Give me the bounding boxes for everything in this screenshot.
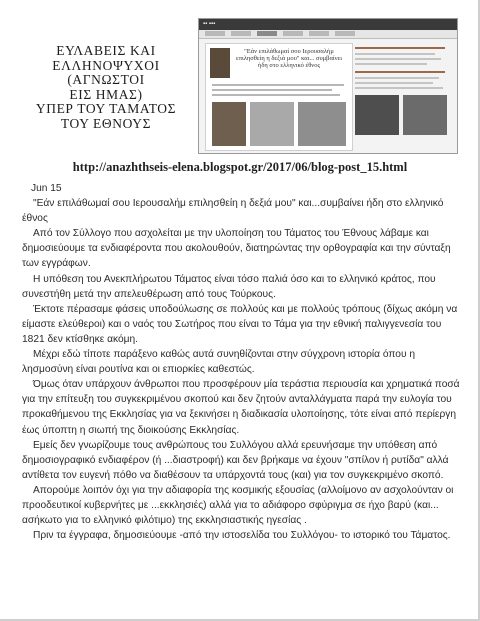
title-line: ΤΟΥ ΕΘΝΟΥΣ — [60, 115, 152, 131]
post-thumbnail — [210, 48, 230, 78]
post-preview-title: "Εάν επιλάθωμαί σου Ιερουσαλήμ επιλησθείη η δεξιά μου" και... συμβαίνει ήδη στο ελληνικό έθνος — [235, 48, 343, 69]
title-line: ΕΥΛΑΒΕΙΣ ΚΑΙ — [56, 43, 156, 58]
blog-logo: ▪▪ ▪▪▪ — [203, 21, 216, 27]
paragraph: Από τον Σύλλογο που ασχολείται με την υλοποίηση του Τάματος του Έθνους λάβαμε και δημοσιεύουμε τα ενδιαφέροντα που ακολουθούν, διατηρώντας την ορθογραφία και την σύνταξη των εγγράφων. — [22, 228, 451, 270]
title-line: (ΑΓΝΩΣΤΟΙ — [67, 72, 145, 87]
paragraph: "Εάν επιλάθωμαί σου Ιερουσαλήμ επιλησθείη η δεξιά μου" και...συμβαίνει ήδη στο ελληνικό έθνος — [22, 198, 444, 225]
blog-nav-tabs — [199, 30, 457, 39]
title-line: ΕΛΛΗΝΟΨΥΧΟΙ — [52, 57, 160, 73]
blog-screenshot-image — [198, 18, 458, 154]
post-photo — [212, 102, 246, 146]
paragraph: Έκτοτε πέρασαμε φάσεις υποδούλωσης σε πολλούς και με πολλούς τρόπους (δίχως ακόμη να είμαστε ελεύθεροι) και ο ναός του Σωτήρος που είναι το Τάμα για την εθνική παλιγγενεσία του 1821 δεν κτίσθηκε ακόμη. — [22, 303, 458, 345]
paragraph: Εμείς δεν γνωρίζουμε τους ανθρώπους του Συλλόγου αλλά ερευνήσαμε την υπόθεση από δημοσιογραφικό ενδιαφέρον (ή ...διαστροφή) και δεν βρήκαμε να έχουν "σπίλον ή ρυτίδα" αλλά αντίθετα τον ευγενή πόθο να διαθέσουν τα υπάρχοντά τους (και) για τον συγκεκριμένο σκοπό. — [22, 439, 449, 481]
paragraph: Πριν τα έγγραφα, δημοσιεύουμε -από την ιστοσελίδα του Συλλόγου- το ιστορικό του Τάματος. — [33, 530, 451, 542]
article-body — [22, 181, 466, 543]
paragraph: Απορούμε λοιπόν όχι για την αδιαφορία της κοσμικής εξουσίας (αλλοίμονο αν ασχολούνταν οι προοδευτικοί κυβερνήτες με ...εκκλησιές) αλλά για το αδιάφορο σφύριγμα σε ήχο βαρύ (και... ασήκωτο για το ελληνικό φιλότιμο) της εκκλησιαστικής ηγεσίας . — [22, 484, 454, 527]
blog-header-bar — [199, 19, 457, 30]
blog-post-preview — [205, 43, 353, 151]
title-line: ΕΙΣ ΗΜΑΣ) — [69, 86, 143, 102]
document-title — [20, 44, 192, 131]
source-url[interactable]: http://anazhthseis-elena.blogspot.gr/2017/06/blog-post_15.html — [72, 160, 408, 174]
post-photo — [298, 102, 346, 146]
paragraph: Η υπόθεση του Ανεκπλήρωτου Τάματος είναι τόσο παλιά όσο και το ελληνικό κράτος, που συνεστήθη μετά την απελευθέρωση από τους Τούρκους. — [22, 273, 436, 300]
blog-sidebar — [355, 43, 451, 149]
title-line: ΥΠΕΡ ΤΟΥ ΤΑΜΑΤΟΣ — [35, 101, 177, 116]
paragraph: Μέχρι εδώ τίποτε παράξενο καθώς αυτά συνηθίζονται στην σύγχρονη ιστορία όπου η λησμοσύνη είναι ρουτίνα και οι επιορκίες καθεστώς. — [22, 349, 416, 376]
paragraph: Όμως όταν υπάρχουν άνθρωποι που προσφέρουν μία τεράστια περιουσία και χρηματικά ποσά για την επίτευξη του συγκεκριμένου σκοπού και δεν ζητούν ανταλλάγματα παρά την ευλογία του προκαθήμενου της Εκκλησίας για να ξεκινήσει η διαδικασία υλοποίησης, τότε είναι από περίεργη έως ύποπτη η σιωπή της διοικούσης Εκκλησίας. — [22, 379, 460, 436]
post-photo — [250, 102, 294, 146]
post-date: Jun 15 — [31, 183, 62, 194]
